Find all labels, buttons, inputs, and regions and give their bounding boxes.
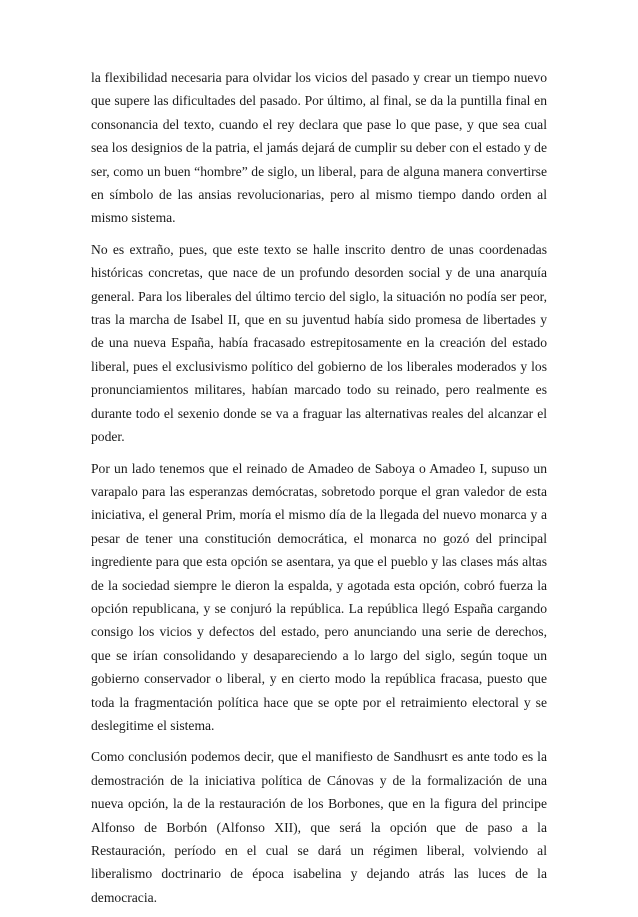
document-page — [91, 66, 547, 917]
paragraph-3: Por un lado tenemos que el reinado de Amadeo de Saboya o Amadeo I, supuso un varapalo para las esperanzas demócratas, sobretodo porque el gran valedor de esta iniciativa, el general Prim, moría el mismo día de la llegada del nuevo monarca y a pesar de tener una constitución democrática, el monarca no gozó del principal ingrediente para que esta opción se asentara, ya que el pueblo y las clases más altas de la sociedad siempre le dieron la espalda, y agotada esta opción, cobró fuerza la opción republicana, y se conjuró la república. La república llegó España cargando consigo los vicios y defectos del estado, pero anunciando una serie de derechos, que se irían consolidando y desapareciendo a lo largo del siglo, según toque un gobierno conservador o liberal, y en cierto modo la república fracasa, puesto que toda la fragmentación política hace que se opte por el retraimiento electoral y se deslegitime el sistema. — [91, 460, 547, 733]
paragraph-4: Como conclusión podemos decir, que el manifiesto de Sandhusrt es ante todo es la demostración de la iniciativa política de Cánovas y de la formalización de una nueva opción, la de la restauración de los Borbones, que en la figura del principe Alfonso de Borbón (Alfonso XII), que será la opción que de paso a la Restauración, período en el cual se dará un régimen liberal, volviendo al liberalismo doctrinario de época isabelina y dejando atrás las luces de la democracia. — [91, 749, 547, 905]
paragraph-1: la flexibilidad necesaria para olvidar los vicios del pasado y crear un tiempo nuevo que supere las dificultades del pasado. Por último, al final, se da la puntilla final en consonancia del texto, cuando el rey declara que pase lo que pase, y que sea cual sea los designios de la patria, el jamás dejará de cumplir su deber con el estado y de ser, como un buen “hombre” de siglo, un liberal, para de alguna manera convertirse en símbolo de las ansias revolucionarias, pero al mismo tiempo dando orden al mismo sistema. — [91, 70, 547, 226]
paragraph-2: No es extraño, pues, que este texto se halle inscrito dentro de unas coordenadas históricas concretas, que nace de un profundo desorden social y de una anarquía general. Para los liberales del último tercio del siglo, la situación no podía ser peor, tras la marcha de Isabel II, que en su juventud había sido promesa de libertades y de una nueva España, había fracasado estrepitosamente en la creación del estado liberal, pues el exclusivismo político del gobierno de los liberales moderados y los pronunciamientos militares, habían marcado todo su reinado, pero realmente es durante todo el sexenio donde se va a fraguar las alternativas reales del alcanzar el poder. — [91, 241, 547, 445]
